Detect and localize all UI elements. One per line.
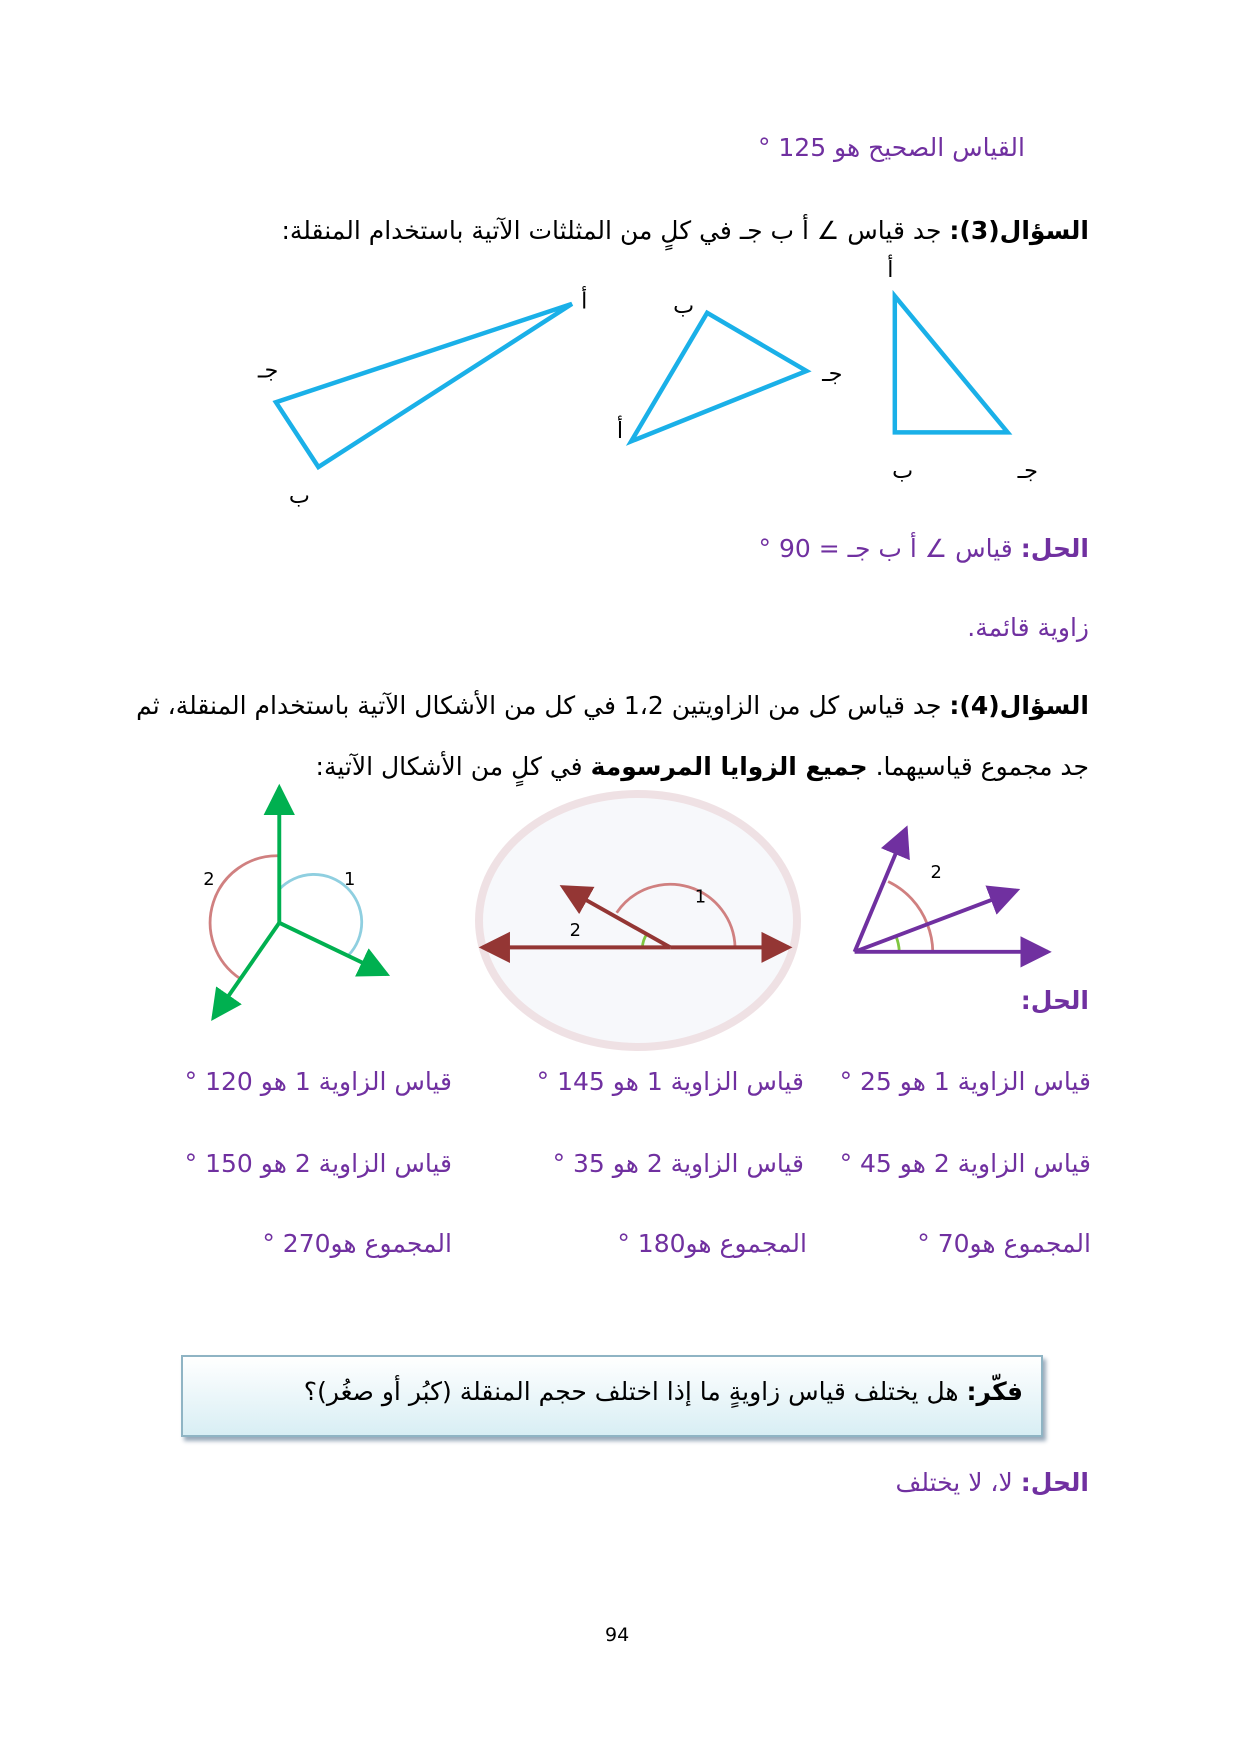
fig3-label-2: 2 <box>203 868 215 890</box>
think-box <box>181 1355 1043 1437</box>
t3-label-b: ب <box>288 482 310 509</box>
think-question <box>304 1377 1023 1406</box>
angle-figure-2 <box>483 884 789 947</box>
col2-angle1: قياس الزاوية 1 هو 145 ° <box>536 1067 804 1096</box>
col1-angle1: قياس الزاوية 1 هو 25 ° <box>839 1067 1091 1096</box>
think-label: فكّر: <box>966 1377 1023 1406</box>
t2-label-b: ب <box>673 292 695 319</box>
page-number: 94 <box>605 1624 630 1646</box>
q4-line2a: جد مجموع قياسيهما. <box>867 752 1089 781</box>
question-4-label: السؤال(4): <box>949 691 1089 720</box>
fig2-label-1: 1 <box>694 886 707 908</box>
question-4-line1 <box>136 691 1089 720</box>
col1-angle2: قياس الزاوية 2 هو 45 ° <box>839 1149 1091 1178</box>
q3-solution-label: الحل: <box>1020 534 1089 563</box>
col2-sum: المجموع هو180 ° <box>617 1229 807 1258</box>
angle-figure-3 <box>203 788 386 1018</box>
triangle-left <box>276 304 572 467</box>
angle-figure-1 <box>855 829 1048 952</box>
question-3-text: جد قياس ∠ أ ب جـ في كلٍ من المثلثات الآتية باستخدام المنقلة: <box>281 216 950 245</box>
col3-sum: المجموع هو270 ° <box>262 1229 452 1258</box>
question-4-text: جد قياس كل من الزاويتين 1،2 في كل من الأشكال الآتية باستخدام المنقلة، ثم <box>136 691 950 720</box>
think-solution-text: لا، لا يختلف <box>895 1468 1021 1497</box>
fig3-label-1: 1 <box>343 868 356 890</box>
t2-label-a: أ <box>616 417 624 444</box>
think-text: هل يختلف قياس زاويةٍ ما إذا اختلف حجم المنقلة (كبُر أو صغُر)؟ <box>303 1377 967 1406</box>
question-4-line2 <box>316 752 1089 781</box>
t3-label-a: أ <box>581 288 588 315</box>
think-solution <box>895 1468 1089 1497</box>
col3-angle2: قياس الزاوية 2 هو 150 ° <box>184 1149 452 1178</box>
q4-line2b: جميع الزوايا المرسومة <box>590 752 868 781</box>
t1-label-a: أ <box>887 257 894 284</box>
fig1-label-2: 2 <box>930 862 942 884</box>
col3-angle1: قياس الزاوية 1 هو 120 ° <box>184 1067 452 1096</box>
previous-answer: القياس الصحيح هو 125 ° <box>757 133 1025 162</box>
triangle-middle <box>631 313 806 441</box>
q3-solution-note: زاوية قائمة. <box>967 613 1089 642</box>
t3-label-c: جـ <box>257 357 279 384</box>
col1-sum: المجموع هو70 ° <box>917 1229 1091 1258</box>
fig2-label-2: 2 <box>569 920 582 942</box>
question-3-label: السؤال(3): <box>949 216 1089 245</box>
col2-angle2: قياس الزاوية 2 هو 35 ° <box>552 1149 804 1178</box>
think-solution-label: الحل: <box>1020 1468 1089 1497</box>
q4-line2c: في كلٍ من الأشكال الآتية: <box>315 752 591 781</box>
t1-label-c: جـ <box>1017 458 1038 485</box>
question-3 <box>281 216 1089 245</box>
q3-solution-text: قياس ∠ أ ب جـ = 90 ° <box>758 534 1021 563</box>
q4-solution-label: الحل: <box>1020 986 1089 1015</box>
t2-label-c: جـ <box>822 361 843 387</box>
q3-solution <box>759 534 1089 563</box>
triangle-right <box>895 296 1008 432</box>
t1-label-b: ب <box>892 458 914 485</box>
